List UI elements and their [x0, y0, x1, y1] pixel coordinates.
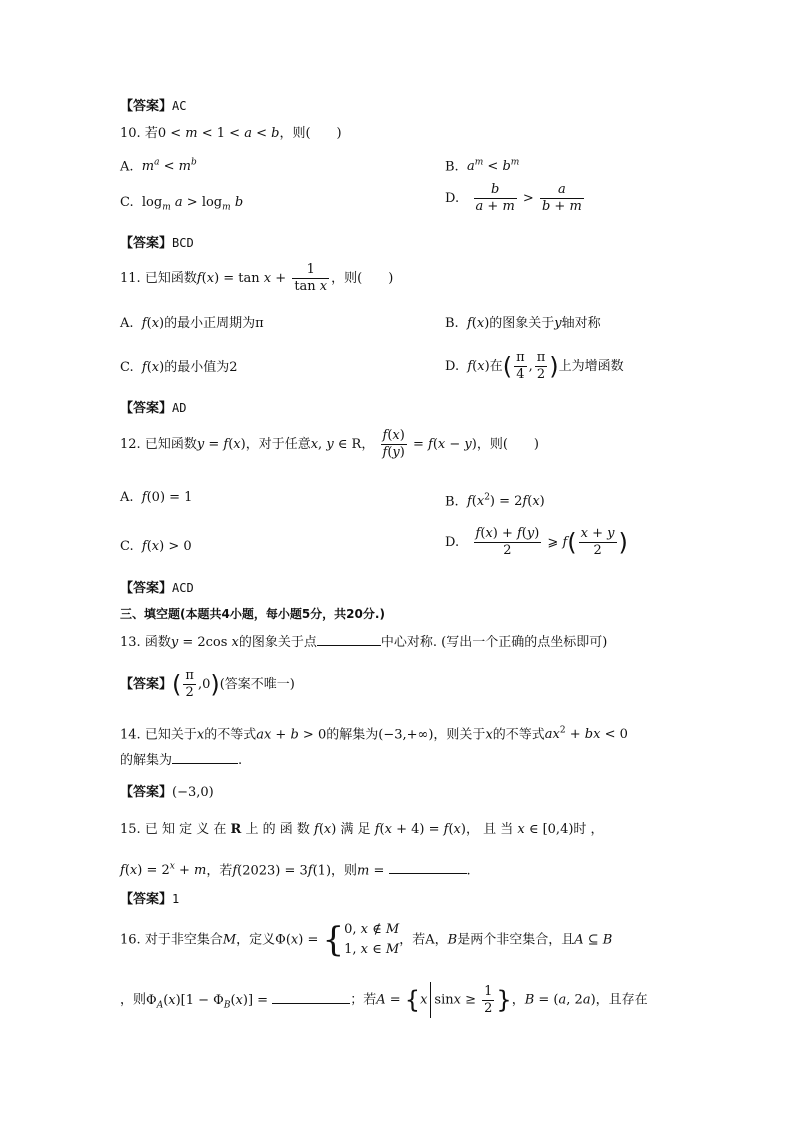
- answer-15: [120, 889, 179, 910]
- option-11c: C. f(x)的最小值为2: [120, 360, 238, 375]
- fraction: $\frac{1}{\text{tan x}}$: [294, 262, 328, 294]
- option-text: 的图象关于: [489, 316, 555, 331]
- option-10d: D. $\frac{b}{a + m}$ > $\frac{a}{b + m}$: [445, 182, 582, 214]
- option-11d: D. f(x)在( $\frac{\pi}{4}$ , $\frac{\pi}{2}$ )上为增函数: [445, 350, 624, 382]
- option-text: 轴对称: [561, 316, 601, 331]
- answer-9: [120, 96, 186, 117]
- option-10b: [445, 153, 519, 177]
- answer-blank: [389, 873, 467, 874]
- answer-value: AC: [172, 99, 187, 113]
- question-text: ，则: [120, 992, 147, 1008]
- question-text: 的不等式: [204, 727, 257, 743]
- question-text: 的不等式: [492, 727, 545, 743]
- math-function: f(x) = tan x + $\frac{1}{\text{tan x}}$: [196, 262, 328, 294]
- question-text-tail: 中心对称. (写出一个正确的点坐标即可): [380, 635, 608, 650]
- answer-note: (答案不唯一): [219, 677, 295, 692]
- question-text: 若: [144, 126, 158, 141]
- question-15-line2: $f(x) = 2^x + m$，若f(2023) = 3f(1)，则m = .: [120, 862, 471, 879]
- question-12: 12. 已知函数y = f(x)，对于任意x, y ∈ R， $\frac{f(x)}{f(y)}$ = f(x − y)，则( ): [120, 428, 540, 460]
- question-text: 已知函数: [144, 437, 197, 452]
- math-condition: 0 < m < 1 < a < b: [157, 126, 280, 141]
- answer-blank: [172, 763, 238, 764]
- question-text: 是两个非空集合，且: [457, 932, 575, 948]
- option-letter: A.: [120, 490, 134, 505]
- option-text: 的最小正周期为: [164, 316, 256, 331]
- option-12a: A. f(0) = 1: [120, 490, 193, 505]
- question-text: 上 的 函 数: [245, 822, 310, 837]
- fraction: $\frac{b}{a + m}$: [475, 182, 515, 214]
- option-letter: D.: [445, 191, 460, 206]
- option-letter: D.: [445, 535, 460, 550]
- answer-label: 【答案】: [120, 785, 173, 800]
- answer-label: 【答案】: [120, 677, 173, 692]
- question-text: 对于非空集合: [144, 932, 223, 948]
- question-number: 14.: [120, 727, 141, 743]
- option-letter: D.: [445, 359, 460, 374]
- option-10a: [120, 153, 197, 177]
- answer-label: 【答案】: [120, 892, 173, 907]
- answer-value: BCD: [172, 236, 194, 250]
- fraction: $\frac{a}{b + m}$: [541, 182, 582, 214]
- option-text: 上为增函数: [558, 359, 624, 374]
- question-number: 16.: [120, 932, 141, 948]
- piecewise-cases: 0, x ∉ M 1, x ∈ M: [344, 922, 400, 957]
- answer-label: 【答案】: [120, 401, 173, 416]
- set-symbol: R: [230, 822, 242, 837]
- option-11a: A. f(x)的最小正周期为π: [120, 316, 264, 331]
- option-text: 的最小值为2: [164, 360, 238, 375]
- question-text: 满 足: [340, 822, 371, 837]
- question-number: 12.: [120, 437, 141, 452]
- question-11: [120, 262, 393, 295]
- question-text: 已知关于: [144, 727, 197, 743]
- answer-label: 【答案】: [120, 99, 173, 114]
- question-14-line2: [120, 751, 242, 771]
- question-text: ，对于任意: [245, 437, 311, 452]
- question-number: 13.: [120, 635, 141, 650]
- answer-blank: [272, 1003, 350, 1004]
- question-15: 15. 已 知 定 义 在 R 上 的 函 数 f(x) 满 足 f(x + 4) = f(x)， 且 当 x ∈ [0,4)时 ，: [120, 822, 604, 837]
- question-16: 16. 对于非空集合M，定义Φ(x) = {0, x ∉ M 1, x ∈ M，若A，B是两个非空集合，且A ⊆ B: [120, 920, 613, 960]
- question-number: 11.: [120, 271, 141, 286]
- question-14: 14. 已知关于x的不等式ax + b > 0的解集为(−3,+∞)，则关于x的不等式$ax^2$ + bx < 0: [120, 726, 628, 743]
- question-text: 函数: [144, 635, 171, 650]
- question-text: ；若: [350, 992, 377, 1008]
- option-11b: B. f(x)的图象关于y轴对称: [445, 316, 601, 331]
- question-text-tail: ，则( ): [331, 271, 394, 286]
- option-12b: B. $f(x^2) = 2f(x)$: [445, 493, 545, 510]
- option-letter: C.: [120, 360, 134, 375]
- option-12d: D. $\frac{f(x) + f(y)}{2}$ ⩾ f( $\frac{x + y}{2}$ ): [445, 526, 628, 558]
- option-letter: B.: [445, 316, 459, 331]
- option-math: $m^a < m^b$: [141, 158, 197, 175]
- option-12c: C. f(x) > 0: [120, 539, 192, 554]
- answer-12: [120, 578, 194, 599]
- option-letter: C.: [120, 195, 134, 210]
- question-10: [120, 124, 342, 144]
- section-heading: 三、填空题(本题共4小题，每小题5分，共20分.): [120, 607, 385, 621]
- option-letter: B.: [445, 494, 459, 510]
- fraction: $\frac{f(x)}{f(y)}$: [382, 428, 405, 460]
- question-text: 的图象关于点: [238, 635, 317, 650]
- question-text: ，: [511, 992, 525, 1008]
- question-number: 15.: [120, 822, 141, 837]
- question-16-line2: ，则$\Phi_A(x)[1 - \Phi_B(x)]$ = ；若A = {x sinx ≥ $\frac{1}{2}$ }，B = (a, 2a)，且存在: [120, 980, 648, 1025]
- answer-11: [120, 398, 186, 419]
- option-letter: A.: [120, 316, 134, 331]
- answer-value: AD: [172, 401, 187, 415]
- question-text: ，若: [206, 863, 233, 879]
- question-text: ，则关于: [433, 727, 486, 743]
- question-text: 的解集为: [120, 753, 173, 768]
- option-10c: [120, 193, 243, 218]
- answer-blank: [317, 645, 381, 646]
- question-text: ，: [361, 437, 375, 452]
- option-letter: A.: [120, 159, 134, 175]
- question-text: ，则: [331, 863, 358, 879]
- question-text-tail: ，则( ): [476, 437, 540, 452]
- question-text: 时 ，: [573, 822, 604, 837]
- answer-value: (−3,0): [172, 785, 214, 800]
- option-letter: C.: [120, 539, 134, 554]
- option-math: $a^m < b^m$: [466, 158, 520, 175]
- answer-13: 【答案】( $\frac{\pi}{2}$ ,0)(答案不唯一): [120, 668, 295, 700]
- question-text: 的解集为: [326, 727, 379, 743]
- answer-label: 【答案】: [120, 236, 173, 251]
- answer-10: [120, 233, 194, 254]
- question-text: 已 知 定 义 在: [144, 822, 227, 837]
- answer-value: ACD: [172, 581, 194, 595]
- punctuation: .: [238, 753, 243, 768]
- option-math: $\log_m a > \log_m b$: [141, 195, 244, 213]
- question-text: ，若: [399, 932, 426, 948]
- question-text: 已知函数: [144, 271, 197, 286]
- question-text-tail: ，且存在: [595, 992, 648, 1008]
- question-text: ，定义: [236, 932, 276, 948]
- option-text: 在: [489, 359, 503, 374]
- question-text: ， 且 当: [465, 822, 514, 837]
- answer-14: [120, 783, 214, 803]
- question-number: 10.: [120, 126, 141, 141]
- option-letter: B.: [445, 159, 459, 175]
- punctuation: .: [466, 863, 471, 879]
- question-text-tail: ，则( ): [279, 126, 342, 141]
- question-13: 13. 函数y = 2cos x的图象关于点 中心对称. (写出一个正确的点坐标即可): [120, 635, 608, 650]
- question-text: ，: [434, 932, 448, 948]
- answer-label: 【答案】: [120, 581, 173, 596]
- answer-value: 1: [172, 892, 180, 906]
